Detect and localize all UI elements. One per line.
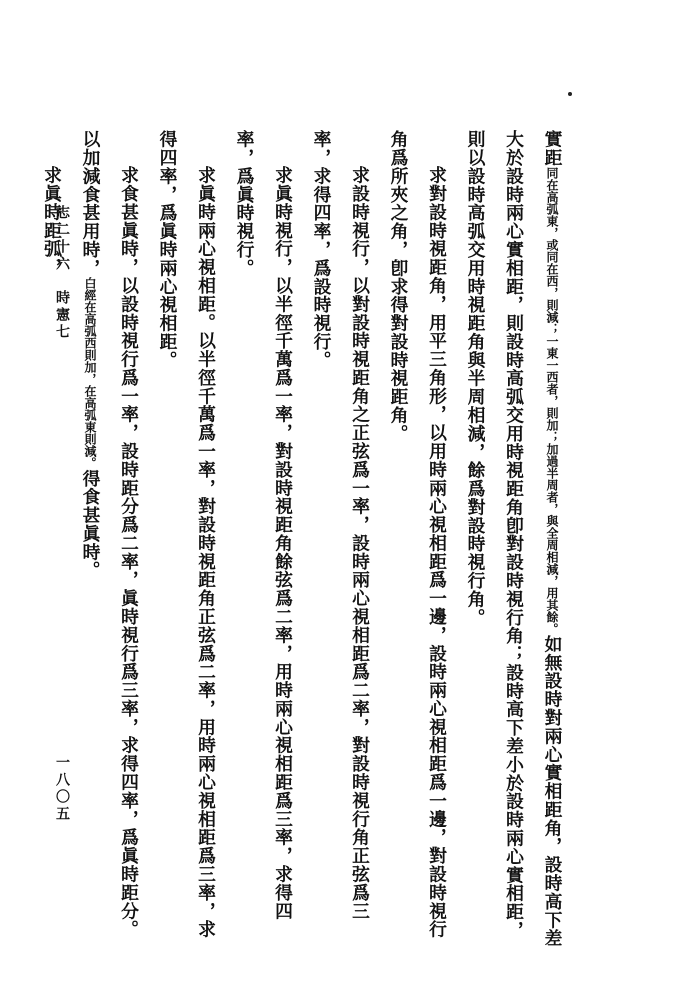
paragraph-4 <box>225 130 302 950</box>
paragraph-6-text-a: 求食甚眞時，以設時視行爲一率，設時距分爲二率，眞時視行爲三率，求得四率，爲眞時距分。以加減食甚用時， <box>80 130 140 938</box>
print-mark-dot <box>568 92 572 96</box>
paragraph-4-text: 求眞時視行，以半徑千萬爲一率，對設時視距角餘弦爲二率，用時兩心視相距爲三率，求得四率，爲眞時視行。 <box>234 130 294 920</box>
paragraph-7-text: 求眞時距弧， <box>41 165 63 276</box>
volume-heading: 志二十六 時憲七 <box>54 205 70 341</box>
paragraph-2-text: 求對設時視距角，用平三角形，以用時兩心視相距爲一邊，設時兩心視相距爲一邊，對設時視行角爲所夾之角，卽求得對設時視距角。 <box>388 130 448 938</box>
paragraph-6 <box>71 130 148 950</box>
paragraph-3 <box>302 130 379 950</box>
paragraph-2 <box>379 130 456 950</box>
main-text-block <box>32 130 571 950</box>
paragraph-1-text-b: 如無設時對兩心實相距角，設時高下差大於設時兩心實相距，則設時高弧交用時視距角卽對設時視行角；設時高下差小於設時兩心實相距，則以設時高弧交用時視距角與半周相減，餘爲對設時視行角。 <box>465 130 563 948</box>
paragraph-6-text-b: 得食甚眞時。 <box>80 469 101 580</box>
paragraph-6-note: 白經在高弧西則加，在高弧東則減。 <box>83 277 97 470</box>
paragraph-5 <box>148 130 225 950</box>
paragraph-5-text: 求眞時兩心視相距。以半徑千萬爲一率，對設時視距角正弦爲二率，用時兩心視相距爲三率，求得四率，爲眞時兩心視相距。 <box>157 130 217 938</box>
paragraph-1-text-a: 實距 <box>542 130 563 167</box>
page-number: 一八〇五 <box>54 755 70 823</box>
paragraph-1 <box>456 130 572 950</box>
paragraph-1-note: 同在高弧東，或同在西，則減；一東一西者，則加；加過半周者，與全周相減，用其餘。 <box>545 166 559 635</box>
paragraph-3-text: 求設時視行，以對設時視距角之正弦爲一率，設時兩心視相距爲二率，對設時視行角正弦爲三率，求得四率，爲設時視行。 <box>311 130 371 920</box>
